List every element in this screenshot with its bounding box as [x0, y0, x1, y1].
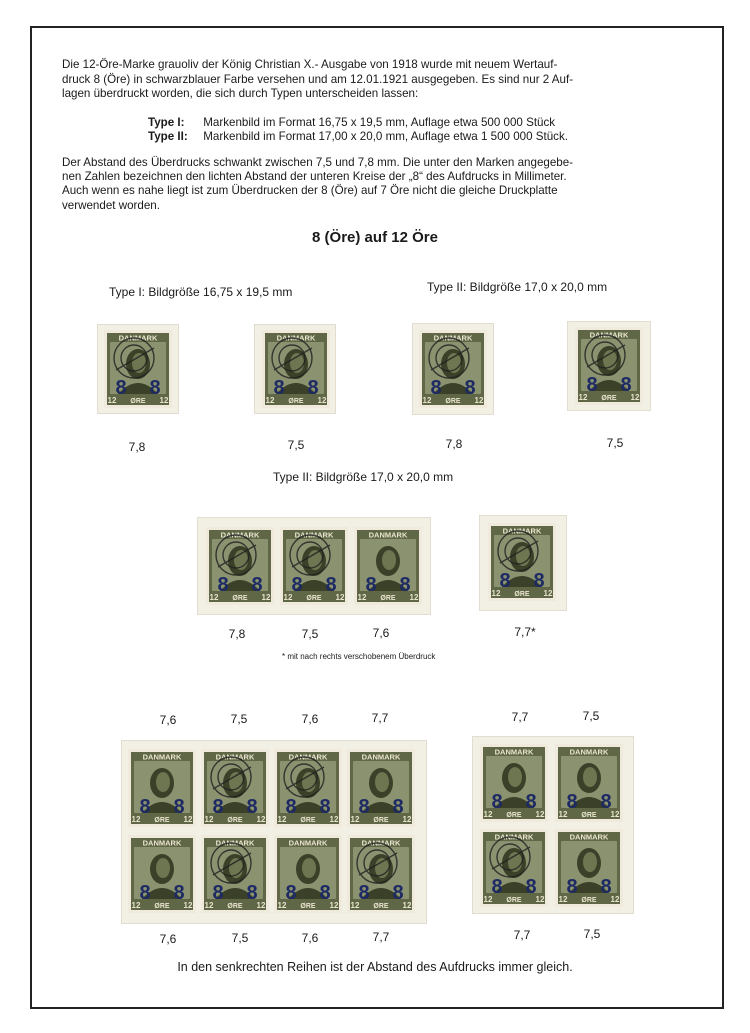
stamp-value-text: 12 [558, 895, 568, 904]
stamp [201, 835, 269, 913]
stamp-value-text: 12 [535, 810, 545, 819]
stamp-image [347, 749, 415, 827]
stamp-value-text: 12 [204, 815, 214, 824]
stamp-value-text: 12 [204, 901, 214, 910]
stamp [104, 330, 172, 408]
stamp-image [575, 327, 643, 405]
stamp-country-text: DANMARK [494, 747, 534, 757]
stamp-overprint-text: 8 [358, 796, 370, 818]
stamp-image [104, 330, 172, 408]
stamp [274, 749, 342, 827]
distance-value: 7,7 [511, 710, 529, 724]
distance-value: 7,6 [301, 712, 319, 726]
distance-value: 7,8 [445, 437, 463, 451]
type-list [148, 116, 568, 143]
stamp-country-text: DANMARK [142, 838, 182, 848]
stamp-country-text: DANMARK [368, 530, 408, 540]
stamp-overprint-text: 8 [173, 796, 185, 818]
stamp [354, 527, 422, 605]
stamp [488, 523, 556, 601]
type-2-label: Type II: [148, 129, 188, 143]
stamp [347, 835, 415, 913]
stamp-overprint-text: 8 [491, 791, 503, 813]
stamp-overprint-text: 8 [273, 377, 285, 399]
stamp-currency-text: ØRE [227, 817, 243, 824]
distance-value: 7,7* [514, 625, 536, 639]
stamp [347, 749, 415, 827]
type-2-caption: Type II: Bildgröße 17,0 x 20,0 mm [427, 280, 608, 294]
stamp-image [480, 829, 548, 907]
stamp-overprint-text: 8 [620, 374, 632, 396]
stamp-overprint-text: 8 [285, 882, 297, 904]
distance-value: 7,5 [606, 436, 624, 450]
stamp-value-text: 12 [422, 396, 432, 405]
stamp [201, 749, 269, 827]
stamp-image [555, 744, 623, 822]
stamp-value-text: 12 [630, 393, 640, 402]
stamp-currency-text: ØRE [288, 398, 304, 405]
stamp-currency-text: ØRE [514, 591, 530, 598]
stamp-overprint-text: 8 [212, 796, 224, 818]
stamp-image [262, 330, 330, 408]
stamp-currency-text: ØRE [506, 812, 522, 819]
stamp-value-text: 12 [283, 593, 293, 602]
stamp-overprint-text: 8 [392, 882, 404, 904]
stamp-country-text: DANMARK [569, 832, 609, 842]
footnote: * mit nach rechts verschobenem Überdruck [282, 652, 436, 661]
type-2-row [148, 130, 568, 144]
stamp-overprint-text: 8 [566, 791, 578, 813]
stamp-overprint-text: 8 [246, 796, 258, 818]
stamp-value-text: 12 [483, 895, 493, 904]
stamp [128, 749, 196, 827]
stamp-currency-text: ØRE [300, 817, 316, 824]
stamp-overprint-text: 8 [392, 796, 404, 818]
stamp-overprint-text: 8 [525, 876, 537, 898]
stamp-overprint-text: 8 [291, 574, 303, 596]
distance-value: 7,5 [582, 709, 600, 723]
distance-line-3: Auch wenn es nahe liegt ist zum Überdrucken der 8 (Öre) auf 7 Öre nicht die gleiche Druckplatte [62, 184, 558, 198]
stamp-value-text: 12 [483, 810, 493, 819]
stamp-value-text: 12 [335, 593, 345, 602]
stamp-value-text: 12 [350, 901, 360, 910]
stamp-overprint-text: 8 [217, 574, 229, 596]
type-2-text: Markenbild im Format 17,00 x 20,0 mm, Auflage etwa 1 500 000 Stück. [203, 129, 568, 143]
stamp-currency-text: ØRE [154, 903, 170, 910]
distance-value: 7,7 [513, 928, 531, 942]
stamp-value-text: 12 [256, 815, 266, 824]
stamp-country-text: DANMARK [220, 530, 260, 540]
stamp-overprint-text: 8 [464, 377, 476, 399]
stamp-value-text: 12 [265, 396, 275, 405]
distance-value: 7,5 [231, 931, 249, 945]
stamp-overprint-text: 8 [399, 574, 411, 596]
stamp-overprint-text: 8 [600, 876, 612, 898]
stamp-currency-text: ØRE [373, 903, 389, 910]
stamp-value-text: 12 [402, 815, 412, 824]
stamp-currency-text: ØRE [506, 897, 522, 904]
stamp-country-text: DANMARK [215, 838, 255, 848]
stamp-currency-text: ØRE [154, 817, 170, 824]
type-1-row [148, 116, 568, 130]
distance-line-2: nen Zahlen bezeichnen den lichten Abstand der unteren Kreise der „8“ des Aufdrucks in Millimeter. [62, 170, 567, 184]
stamp [128, 835, 196, 913]
stamp-country-text: DANMARK [494, 832, 534, 842]
distance-paragraph [62, 156, 692, 213]
stamp-image [480, 744, 548, 822]
stamp-overprint-text: 8 [251, 574, 263, 596]
distance-value: 7,7 [372, 930, 390, 944]
stamp-overprint-text: 8 [319, 882, 331, 904]
stamp-country-text: DANMARK [502, 526, 542, 536]
stamp-country-text: DANMARK [276, 333, 316, 343]
stamp-image [201, 749, 269, 827]
stamp-overprint-text: 8 [115, 377, 127, 399]
stamp-value-text: 12 [277, 815, 287, 824]
stamp-currency-text: ØRE [227, 903, 243, 910]
stamp-value-text: 12 [131, 901, 141, 910]
stamp-value-text: 12 [558, 810, 568, 819]
stamp-value-text: 12 [350, 815, 360, 824]
stamp-country-text: DANMARK [142, 752, 182, 762]
distance-value: 7,5 [583, 927, 601, 941]
stamp-overprint-text: 8 [491, 876, 503, 898]
stamp-value-text: 12 [107, 396, 117, 405]
stamp-value-text: 12 [209, 593, 219, 602]
stamp-value-text: 12 [402, 901, 412, 910]
stamp-image [354, 527, 422, 605]
distance-value: 7,5 [301, 627, 319, 641]
stamp-currency-text: ØRE [445, 398, 461, 405]
stamp-country-text: DANMARK [288, 838, 328, 848]
stamp-overprint-text: 8 [430, 377, 442, 399]
stamp-country-text: DANMARK [294, 530, 334, 540]
stamp [480, 744, 548, 822]
intro-line-1: Die 12-Öre-Marke grauoliv der König Christian X.- Ausgabe von 1918 wurde mit neuem Wertauf- [62, 58, 558, 71]
footer-note: In den senkrechten Reihen ist der Abstand des Aufdrucks immer gleich. [177, 960, 573, 974]
stamp-image [128, 835, 196, 913]
stamp-country-text: DANMARK [118, 333, 158, 343]
stamp [555, 829, 623, 907]
distance-line-4: verwendet worden. [62, 198, 160, 212]
stamp-image [555, 829, 623, 907]
stamp-value-text: 12 [491, 589, 501, 598]
stamp-currency-text: ØRE [300, 903, 316, 910]
stamp-overprint-text: 8 [325, 574, 337, 596]
stamp-value-text: 12 [610, 810, 620, 819]
stamp [419, 330, 487, 408]
stamp-currency-text: ØRE [373, 817, 389, 824]
stamp-country-text: DANMARK [215, 752, 255, 762]
stamp-image [419, 330, 487, 408]
stamp-country-text: DANMARK [433, 333, 473, 343]
stamp-overprint-text: 8 [246, 882, 258, 904]
stamp-value-text: 12 [329, 901, 339, 910]
stamp-currency-text: ØRE [380, 595, 396, 602]
intro-line-3: lagen überdruckt worden, die sich durch Typen unterscheiden lassen: [62, 87, 419, 101]
stamp-overprint-text: 8 [499, 570, 511, 592]
stamp-overprint-text: 8 [307, 377, 319, 399]
type-1-label: Type I: [148, 116, 185, 129]
stamp [575, 327, 643, 405]
distance-line-1: Der Abstand des Überdrucks schwankt zwischen 7,5 und 7,8 mm. Die unter den Marken angegebe- [62, 156, 574, 169]
stamp [280, 527, 348, 605]
stamp-country-text: DANMARK [589, 330, 629, 340]
distance-value: 7,6 [159, 713, 177, 727]
stamp-value-text: 12 [474, 396, 484, 405]
stamp-image [274, 835, 342, 913]
intro-paragraph [62, 58, 692, 102]
type-2-strip-caption: Type II: Bildgröße 17,0 x 20,0 mm [273, 470, 454, 484]
stamp-overprint-text: 8 [358, 882, 370, 904]
stamp-country-text: DANMARK [361, 838, 401, 848]
stamp-overprint-text: 8 [285, 796, 297, 818]
distance-value: 7,8 [228, 627, 246, 641]
distance-value: 7,6 [372, 626, 390, 640]
stamp-value-text: 12 [317, 396, 327, 405]
distance-value: 7,8 [128, 440, 146, 454]
stamp-country-text: DANMARK [361, 752, 401, 762]
stamp-currency-text: ØRE [232, 595, 248, 602]
stamp-value-text: 12 [277, 901, 287, 910]
stamp-overprint-text: 8 [533, 570, 545, 592]
stamp-value-text: 12 [261, 593, 271, 602]
stamp-value-text: 12 [578, 393, 588, 402]
stamp-image [488, 523, 556, 601]
stamp-overprint-text: 8 [139, 796, 151, 818]
stamp-currency-text: ØRE [130, 398, 146, 405]
stamp-value-text: 12 [535, 895, 545, 904]
distance-value: 7,5 [230, 712, 248, 726]
stamp-overprint-text: 8 [525, 791, 537, 813]
stamp-image [280, 527, 348, 605]
distance-value: 7,6 [159, 932, 177, 946]
stamp-image [201, 835, 269, 913]
stamp-overprint-text: 8 [600, 791, 612, 813]
stamp-value-text: 12 [329, 815, 339, 824]
stamp-value-text: 12 [256, 901, 266, 910]
distance-value: 7,6 [301, 931, 319, 945]
stamp-image [128, 749, 196, 827]
stamp-value-text: 12 [357, 593, 367, 602]
stamp [206, 527, 274, 605]
stamp-value-text: 12 [131, 815, 141, 824]
stamp-overprint-text: 8 [149, 377, 161, 399]
stamp-currency-text: ØRE [306, 595, 322, 602]
distance-value: 7,5 [287, 438, 305, 452]
stamp-image [274, 749, 342, 827]
type-1-caption: Type I: Bildgröße 16,75 x 19,5 mm [109, 285, 293, 299]
stamp [480, 829, 548, 907]
stamp-overprint-text: 8 [139, 882, 151, 904]
stamp-country-text: DANMARK [569, 747, 609, 757]
stamp-overprint-text: 8 [212, 882, 224, 904]
stamp-value-text: 12 [543, 589, 553, 598]
stamp-image [206, 527, 274, 605]
stamp-value-text: 12 [409, 593, 419, 602]
stamp-overprint-text: 8 [319, 796, 331, 818]
stamp-currency-text: ØRE [581, 812, 597, 819]
type-1-text: Markenbild im Format 16,75 x 19,5 mm, Auflage etwa 500 000 Stück [203, 116, 556, 129]
stamp-currency-text: ØRE [601, 395, 617, 402]
stamp-value-text: 12 [183, 901, 193, 910]
stamp-overprint-text: 8 [365, 574, 377, 596]
stamp-value-text: 12 [183, 815, 193, 824]
stamp-overprint-text: 8 [566, 876, 578, 898]
stamp [274, 835, 342, 913]
stamp-value-text: 12 [610, 895, 620, 904]
stamp-image [347, 835, 415, 913]
stamp [555, 744, 623, 822]
stamp-currency-text: ØRE [581, 897, 597, 904]
stamp [262, 330, 330, 408]
stamp-overprint-text: 8 [586, 374, 598, 396]
intro-line-2: druck 8 (Öre) in schwarzblauer Farbe versehen und am 12.01.1921 ausgegeben. Es sind nur 2 Auf- [62, 72, 574, 86]
page-heading: 8 (Öre) auf 12 Öre [312, 229, 438, 246]
stamp-overprint-text: 8 [173, 882, 185, 904]
distance-value: 7,7 [371, 711, 389, 725]
stamp-value-text: 12 [159, 396, 169, 405]
stamp-country-text: DANMARK [288, 752, 328, 762]
